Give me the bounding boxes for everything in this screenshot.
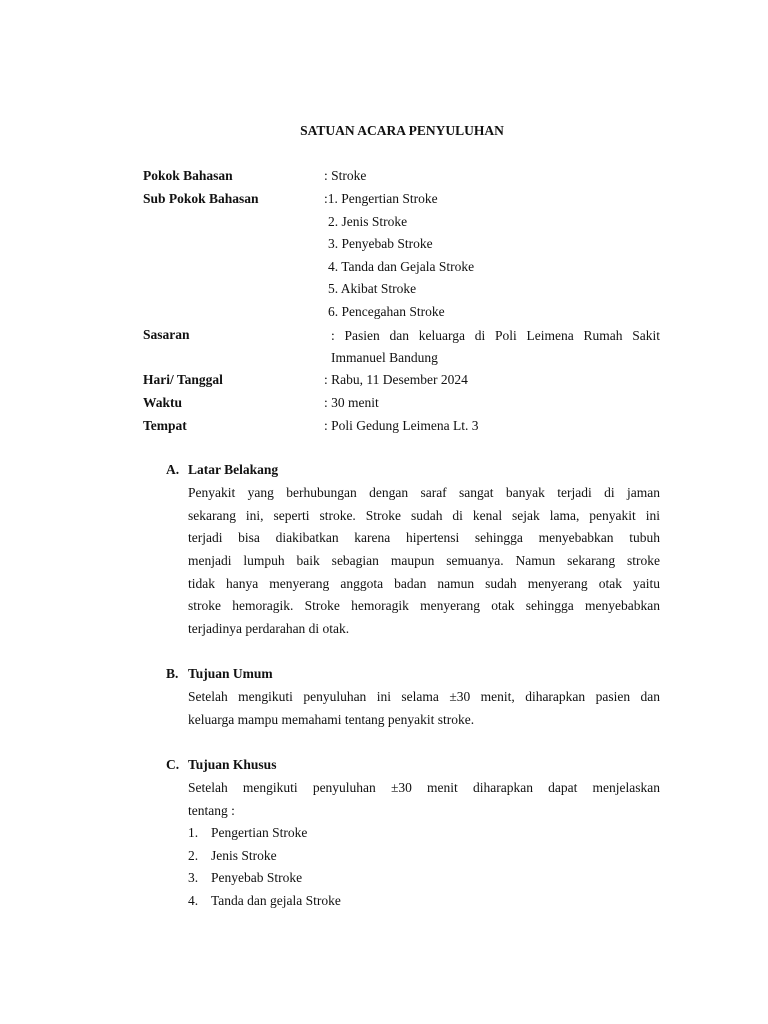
document-title: SATUAN ACARA PENYULUHAN — [300, 123, 504, 138]
info-label: Waktu — [143, 395, 183, 410]
paragraph-line: sekarang ini, seperti stroke. Stroke sudah di kenal sejak lama, penyakit ini — [188, 507, 660, 523]
section-title: Tujuan Khusus — [188, 757, 277, 772]
list-text: Pengertian Stroke — [211, 825, 308, 840]
list-item — [188, 822, 307, 844]
paragraph-line: terjadi bisa diakibatkan karena hipertensi sehingga menyebabkan tubuh — [188, 530, 660, 546]
paragraph-tujuan-khusus — [188, 777, 660, 822]
section-heading-tujuan-khusus — [166, 754, 276, 776]
list-text: Jenis Stroke — [211, 848, 277, 863]
list-item — [188, 845, 277, 867]
list-number: 1. — [188, 825, 199, 840]
paragraph-line: tidak hanya menyerang anggota badan namun sudah menyerang otak yaitu — [188, 575, 660, 591]
paragraph-line: Setelah mengikuti penyuluhan ±30 menit diharapkan dapat menjelaskan — [188, 780, 660, 795]
sub-pokok-item: 5. Akibat Stroke — [328, 281, 417, 296]
info-row-hari-tanggal — [143, 369, 663, 391]
info-label: Sasaran — [143, 327, 190, 342]
section-letter: A. — [166, 462, 180, 477]
paragraph-tujuan-umum — [188, 686, 660, 731]
paragraph-line: menjadi lumpuh baik sebagian maupun semuanya. Namun sekarang stroke — [188, 553, 660, 569]
info-row-tempat — [143, 415, 663, 437]
section-heading-latar-belakang — [166, 459, 278, 481]
sub-pokok-item: :1. Pengertian Stroke — [324, 191, 438, 206]
info-value: : Poli Gedung Leimena Lt. 3 — [324, 418, 479, 433]
sub-pokok-item: 4. Tanda dan Gejala Stroke — [328, 259, 475, 274]
info-label: Sub Pokok Bahasan — [143, 191, 259, 206]
sub-pokok-item: 6. Pencegahan Stroke — [328, 304, 445, 319]
section-letter: B. — [166, 666, 179, 681]
sub-pokok-item: 3. Penyebab Stroke — [328, 236, 433, 251]
sasaran-value: : Pasien dan keluarga di Poli Leimena Rumah Sakit — [331, 328, 660, 343]
info-row-waktu — [143, 392, 663, 414]
paragraph-line: stroke hemoragik. Stroke hemoragik menyerang otak sehingga menyebabkan — [188, 598, 660, 614]
info-label: Hari/ Tanggal — [143, 372, 223, 387]
list-item — [188, 890, 341, 912]
list-text: Penyebab Stroke — [211, 870, 303, 885]
sasaran-value-continued: Immanuel Bandung — [331, 350, 438, 365]
section-title: Tujuan Umum — [188, 666, 273, 681]
sub-pokok-item: 2. Jenis Stroke — [328, 214, 408, 229]
section-heading-tujuan-umum — [166, 663, 273, 685]
info-value: : Stroke — [324, 168, 367, 183]
paragraph-line: tentang : — [188, 802, 235, 818]
list-number: 3. — [188, 870, 199, 885]
info-row-pokok-bahasan — [143, 165, 663, 187]
paragraph-line: Setelah mengikuti penyuluhan ini selama ±30 menit, diharapkan pasien dan — [188, 689, 660, 704]
info-value: : 30 menit — [324, 395, 379, 410]
info-label: Tempat — [143, 418, 187, 433]
paragraph-line: terjadinya perdarahan di otak. — [188, 621, 350, 637]
info-value: : Rabu, 11 Desember 2024 — [324, 372, 468, 387]
list-text: Tanda dan gejala Stroke — [211, 893, 341, 908]
info-label: Pokok Bahasan — [143, 168, 233, 183]
list-item — [188, 867, 302, 889]
paragraph-line: Penyakit yang berhubungan dengan saraf sangat banyak terjadi di jaman — [188, 485, 660, 500]
section-letter: C. — [166, 757, 180, 772]
paragraph-line: keluarga mampu memahami tentang penyakit stroke. — [188, 711, 475, 727]
list-number: 2. — [188, 848, 199, 863]
paragraph-latar-belakang — [188, 482, 660, 641]
list-number: 4. — [188, 893, 199, 908]
section-title: Latar Belakang — [188, 462, 279, 477]
